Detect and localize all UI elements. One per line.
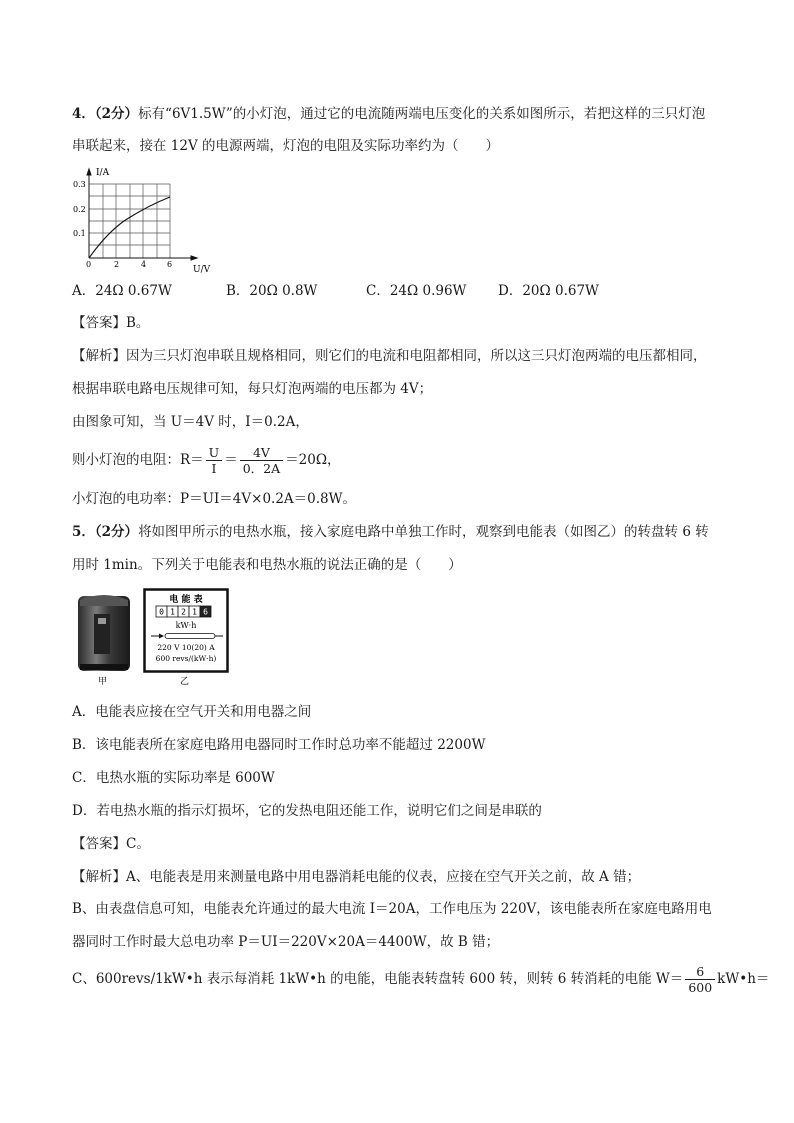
figure-label-yi: 乙 — [180, 677, 190, 687]
meter-unit: kW·h — [175, 621, 197, 630]
electric-meter-diagram — [143, 588, 235, 688]
y-tick-label: 0.3 — [73, 180, 86, 189]
meter-digit: 0 — [159, 607, 164, 617]
x-tick-label: 2 — [114, 260, 120, 269]
fraction-u-over-i: $\frac{U}{I}$ — [206, 445, 223, 476]
q4-number: 4． — [72, 106, 95, 122]
q5-analysis-line1: 【解析】A、电能表是用来测量电路中用电器消耗电能的仪表，应接在空气开关之前，故 A 错； — [72, 869, 641, 885]
q4-option-d[interactable]: D．20Ω 0.67W — [498, 283, 599, 299]
energy-formula-prefix: C、600revs/1kW•h 表示每消耗 1kW•h 的电能，电能表转盘转 600 转，则转 6 转消耗的电能 W＝ — [72, 971, 684, 987]
q4-analysis-line1: 【解析】因为三只灯泡串联且规格相同，则它们的电流和电阻都相同，所以这三只灯泡两端的电压都相同， — [72, 348, 707, 364]
y-axis-label: I/A — [96, 168, 110, 178]
q5-option-c[interactable]: C．电热水瓶的实际功率是 600W — [72, 770, 275, 786]
meter-spec-revs: 600 revs/(kW·h) — [155, 654, 217, 663]
q5-stem-line1 — [72, 522, 709, 542]
meter-digit: 1 — [170, 607, 175, 617]
meter-title: 电 能 表 — [169, 595, 203, 605]
figure-label-jia: 甲 — [98, 677, 108, 687]
graph-axes — [87, 169, 197, 260]
q4-stem-line1 — [72, 104, 705, 124]
x-tick-label: 0 — [86, 260, 92, 269]
q4-option-a[interactable]: A．24Ω 0.67W — [72, 283, 172, 299]
graph-grid — [89, 184, 170, 258]
q5-analysis-line3: 器同时工作时最大总电功率 P＝UI＝220V×20A＝4400W，故 B 错； — [72, 934, 500, 950]
meter-digit: 1 — [192, 607, 197, 617]
fraction-6-over-600: $\frac{6}{600}$ — [685, 964, 715, 995]
q4-stem-line2: 串联起来，接在 12V 的电源两端，灯泡的电阻及实际功率约为（ ） — [72, 138, 500, 154]
x-tick-label: 6 — [167, 260, 173, 269]
x-axis-label: U/V — [193, 265, 211, 275]
q4-answer: 【答案】B。 — [72, 315, 150, 331]
q4-power-line: 小灯泡的电功率：P＝UI＝4V×0.2A＝0.8W。 — [72, 491, 357, 507]
i-u-curve — [89, 197, 170, 258]
q5-answer: 【答案】C。 — [72, 836, 150, 852]
q5-option-b[interactable]: B．该电能表所在家庭电路用电器同时工作时总功率不能超过 2200W — [72, 737, 486, 753]
fraction-4v-over-02a: $\frac{4V}{0.2A}$ — [240, 445, 283, 476]
q4-score: （2分） — [94, 106, 139, 122]
q5-stem-line2: 用时 1min。下列关于电能表和电热水瓶的说法正确的是（ ） — [72, 557, 462, 573]
resistance-prefix: 则小灯泡的电阻：R＝ — [72, 452, 204, 468]
y-tick-label: 0.2 — [73, 205, 86, 214]
meter-digit: 2 — [181, 607, 186, 617]
equals-sign: ＝ — [224, 452, 238, 468]
meter-spec-voltage-current: 220 V 10(20) A — [157, 643, 215, 652]
q5-score: （2分） — [94, 524, 139, 540]
q5-stem-text: 将如图甲所示的电热水瓶，接入家庭电路中单独工作时，观察到电能表（如图乙）的转盘转 6 转 — [138, 524, 709, 540]
q4-resistance-formula — [72, 443, 341, 477]
x-tick-label: 4 — [141, 260, 147, 269]
q5-option-d[interactable]: D．若电热水瓶的指示灯损坏，它的发热电阻还能工作，说明它们之间是串联的 — [72, 803, 542, 819]
q4-stem-text: 标有“6V1.5W”的小灯泡，通过它的电流随两端电压变化的关系如图所示，若把这样的三只灯泡 — [138, 106, 706, 122]
q5-option-a[interactable]: A．电能表应接在空气开关和用电器之间 — [72, 704, 312, 720]
resistance-suffix: ＝20Ω， — [285, 452, 341, 468]
q5-analysis-line2: B、由表盘信息可知，电能表允许通过的最大电流 I＝20A，工作电压为 220V，该电能表所在家庭电路用电 — [72, 901, 712, 917]
energy-formula-suffix: kW•h＝ — [717, 971, 770, 987]
q5-analysis-line4 — [72, 962, 769, 996]
electric-kettle-image — [72, 588, 136, 688]
y-tick-label: 0.1 — [73, 229, 86, 238]
q5-number: 5． — [72, 524, 95, 540]
q4-option-c[interactable]: C．24Ω 0.96W — [366, 283, 467, 299]
q4-analysis-line3: 由图象可知，当 U＝4V 时，I＝0.2A， — [72, 414, 309, 430]
meter-digit: 6 — [203, 607, 208, 617]
q4-option-b[interactable]: B．20Ω 0.8W — [226, 283, 318, 299]
q4-analysis-line2: 根据串联电路电压规律可知，每只灯泡两端的电压都为 4V； — [72, 381, 433, 397]
current-voltage-graph — [72, 166, 222, 276]
